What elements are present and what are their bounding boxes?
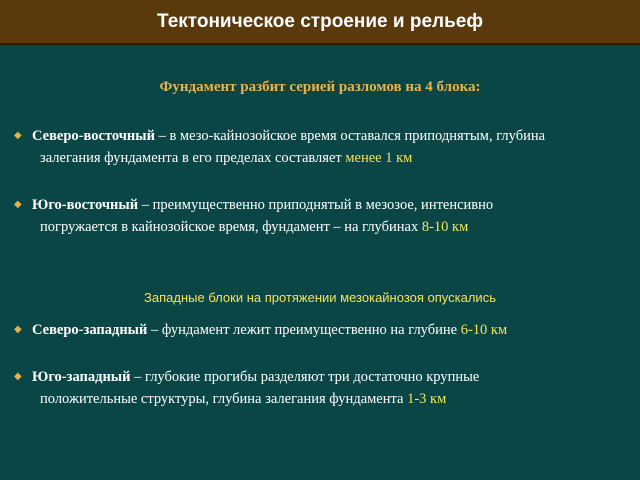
title-bar — [0, 0, 640, 45]
block-name: Юго-восточный — [32, 197, 139, 213]
bullet-diamond-icon: ◆ — [14, 324, 22, 335]
subheading: Фундамент разбит серией разломов на 4 блока: — [159, 79, 481, 95]
block-northwest — [14, 319, 624, 341]
block-text: – фундамент лежит преимущественно на глубине — [147, 322, 461, 338]
bullet-diamond-icon: ◆ — [14, 199, 22, 210]
block-southwest — [14, 366, 624, 410]
block-southwest-line2 — [14, 388, 624, 410]
bullet-diamond-icon: ◆ — [14, 130, 22, 141]
block-text: – глубокие прогибы разделяют три достаточно крупные — [130, 369, 480, 385]
depth-value: 1-3 км — [407, 391, 447, 407]
block-southeast-line2 — [14, 216, 624, 238]
block-name: Юго-западный — [32, 369, 131, 385]
depth-value: 6-10 км — [460, 322, 508, 338]
depth-value: 8-10 км — [421, 219, 469, 235]
block-name: Северо-западный — [32, 322, 148, 338]
bullet-diamond-icon: ◆ — [14, 371, 22, 382]
block-name: Северо-восточный — [32, 128, 155, 144]
block-text: – преимущественно приподнятый в мезозое, интенсивно — [138, 197, 494, 213]
block-text: залегания фундамента в его пределах составляет — [40, 150, 346, 166]
block-text: – в мезо-кайнозойское время оставался приподнятым, глубина — [154, 128, 546, 144]
depth-value: менее 1 км — [345, 150, 413, 166]
block-northwest-line1 — [14, 319, 624, 341]
block-northeast — [14, 125, 624, 169]
block-text: погружается в кайнозойское время, фундамент – на глубинах — [40, 219, 422, 235]
block-southeast-line1 — [14, 194, 624, 216]
slide-title: Тектоническое строение и рельеф — [157, 11, 483, 32]
western-blocks-note: Западные блоки на протяжении мезокайнозоя опускались — [144, 290, 496, 305]
block-text: положительные структуры, глубина залегания фундамента — [40, 391, 408, 407]
block-southwest-line1 — [14, 366, 624, 388]
block-southeast — [14, 194, 624, 238]
block-northeast-line2 — [14, 147, 624, 169]
block-northeast-line1 — [14, 125, 624, 147]
